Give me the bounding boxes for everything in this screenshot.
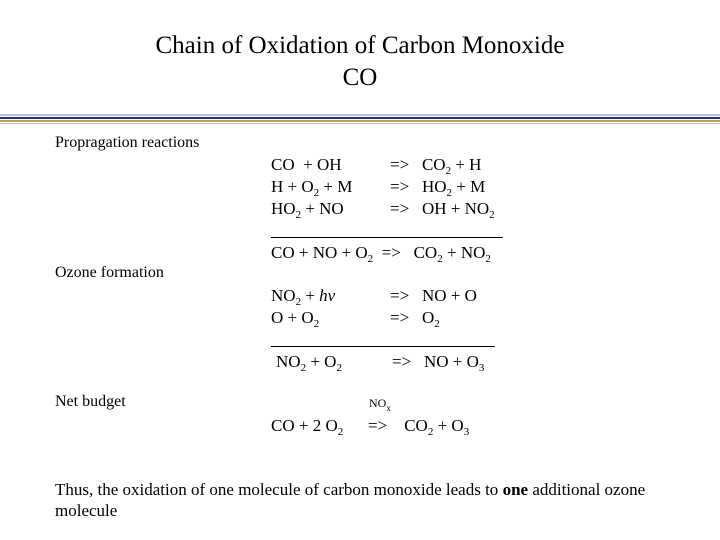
reaction-ozone-sum-products: => NO + $O_3$ [392, 352, 485, 374]
page-title: Chain of Oxidation of Carbon Monoxide [155, 32, 565, 59]
section-label-ozone: Ozone formation [55, 264, 164, 281]
reaction-1-products: => $CO_2 + H$ [390, 155, 482, 177]
section-label-net: Net budget [55, 393, 126, 410]
section-label-propagation: Propragation reactions [55, 134, 200, 151]
reaction-5-reactants: $O + O_2$ [271, 308, 320, 330]
reaction-propagation-sum: CO + NO + $O_2$ => $CO_2 + NO_2$ [271, 243, 491, 265]
sum-line-ozone [271, 346, 495, 347]
reaction-5-products: => $O_2$ [390, 308, 440, 330]
conclusion-line-1: Thus, the oxidation of one molecule of carbon monoxide leads to one additional ozone [55, 480, 646, 499]
sum-line-propagation [271, 237, 503, 238]
net-reaction-reactants: CO + 2 $O_2$ [271, 416, 344, 438]
reaction-2-products: => $HO_2 + M$ [390, 177, 486, 199]
page-subtitle: CO [342, 64, 378, 91]
reaction-1-reactants: CO + OH [271, 155, 342, 174]
title-divider [0, 114, 720, 124]
net-reaction-products: => $CO_2 + O_3$ [368, 416, 470, 438]
conclusion-line-2: molecule [55, 501, 118, 520]
reaction-3-reactants: $HO_2$ + NO [271, 199, 344, 221]
reaction-2-reactants: $H + O_2 + M$ [271, 177, 353, 199]
reaction-ozone-sum-reactants: $NO_2 + O_2$ [276, 352, 342, 374]
reaction-3-products: => OH + $NO_2$ [390, 199, 495, 221]
reaction-4-products: => NO + O [390, 286, 477, 305]
reaction-4-reactants: $NO_2$ + hv [271, 286, 336, 308]
catalyst-label: $NO_x$ [369, 396, 391, 413]
